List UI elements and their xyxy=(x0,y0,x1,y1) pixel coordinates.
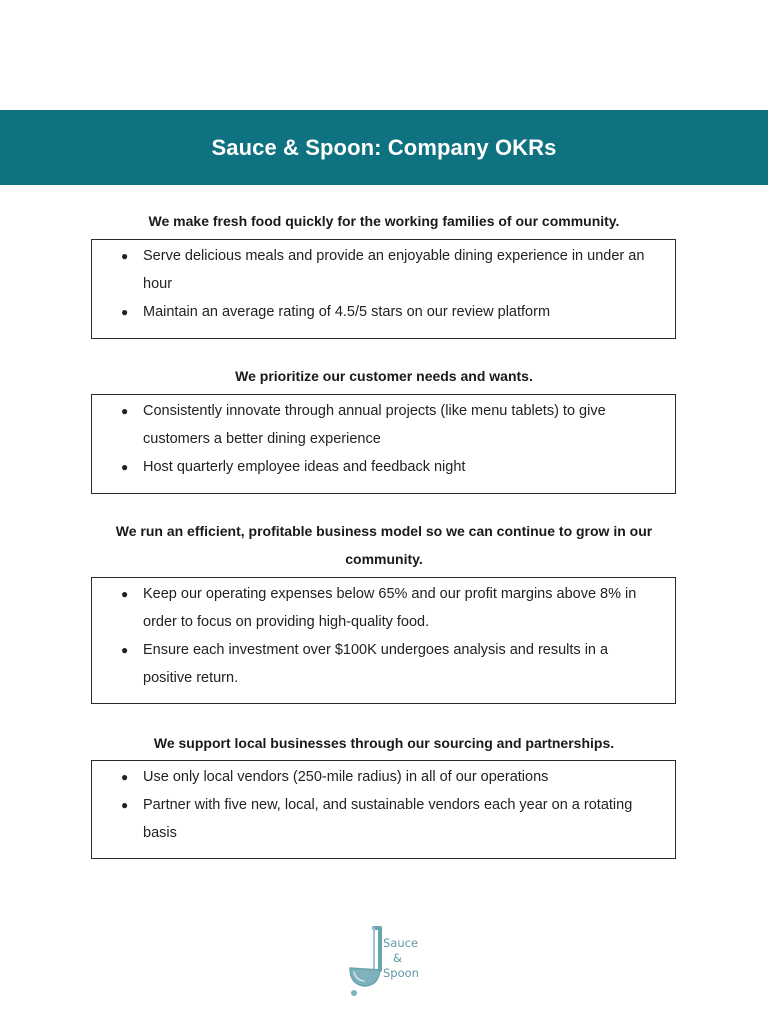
key-result-item xyxy=(121,242,659,298)
key-result-text: Host quarterly employee ideas and feedback night xyxy=(143,459,466,475)
bullet-icon: ● xyxy=(121,798,129,812)
key-results-box-3 xyxy=(91,577,676,704)
objective-heading-2: We prioritize our customer needs and wants. xyxy=(235,368,533,384)
key-results-box-2 xyxy=(91,394,676,494)
company-logo xyxy=(344,924,424,1000)
bullet-icon: ● xyxy=(121,587,129,601)
key-results-list xyxy=(92,240,675,326)
key-results-list xyxy=(92,761,675,847)
key-result-text: Ensure each investment over $100K undergoes analysis and results in a positive return. xyxy=(143,642,609,686)
bullet-icon: ● xyxy=(121,643,129,657)
key-result-item xyxy=(121,763,659,791)
key-results-list xyxy=(92,395,675,481)
key-result-text: Use only local vendors (250-mile radius) in all of our operations xyxy=(143,769,549,785)
key-result-text: Consistently innovate through annual projects (like menu tablets) to give customers a better dining experience xyxy=(143,403,606,447)
bullet-icon: ● xyxy=(121,305,129,319)
title-banner xyxy=(0,110,768,185)
logo-text-sauce: Sauce xyxy=(383,936,419,950)
key-result-text: Keep our operating expenses below 65% and our profit margins above 8% in order to focus on providing high-quality food. xyxy=(143,586,637,630)
bullet-icon: ● xyxy=(121,249,129,263)
logo-text-spoon: Spoon xyxy=(383,966,419,980)
key-result-item xyxy=(121,397,659,453)
objective-heading-1: We make fresh food quickly for the working families of our community. xyxy=(148,213,620,229)
key-result-text: Partner with five new, local, and sustainable vendors each year on a rotating basis xyxy=(143,797,633,841)
key-results-box-4 xyxy=(91,760,676,859)
bullet-icon: ● xyxy=(121,404,129,418)
objective-heading-3: We run an efficient, profitable business model so we can continue to grow in our community. xyxy=(115,523,653,567)
page-title: Sauce & Spoon: Company OKRs xyxy=(211,134,557,160)
bullet-icon: ● xyxy=(121,770,129,784)
logo-text-ampersand: & xyxy=(393,951,402,965)
key-result-item xyxy=(121,636,659,692)
key-result-item xyxy=(121,453,659,481)
key-results-list xyxy=(92,578,675,692)
objective-heading-4: We support local businesses through our sourcing and partnerships. xyxy=(153,735,615,751)
key-result-item xyxy=(121,580,659,636)
key-result-item xyxy=(121,791,659,847)
key-result-item xyxy=(121,298,659,326)
key-result-text: Maintain an average rating of 4.5/5 stars on our review platform xyxy=(143,304,551,320)
bullet-icon: ● xyxy=(121,460,129,474)
key-results-box-1 xyxy=(91,239,676,339)
key-result-text: Serve delicious meals and provide an enjoyable dining experience in under an hour xyxy=(143,248,645,292)
